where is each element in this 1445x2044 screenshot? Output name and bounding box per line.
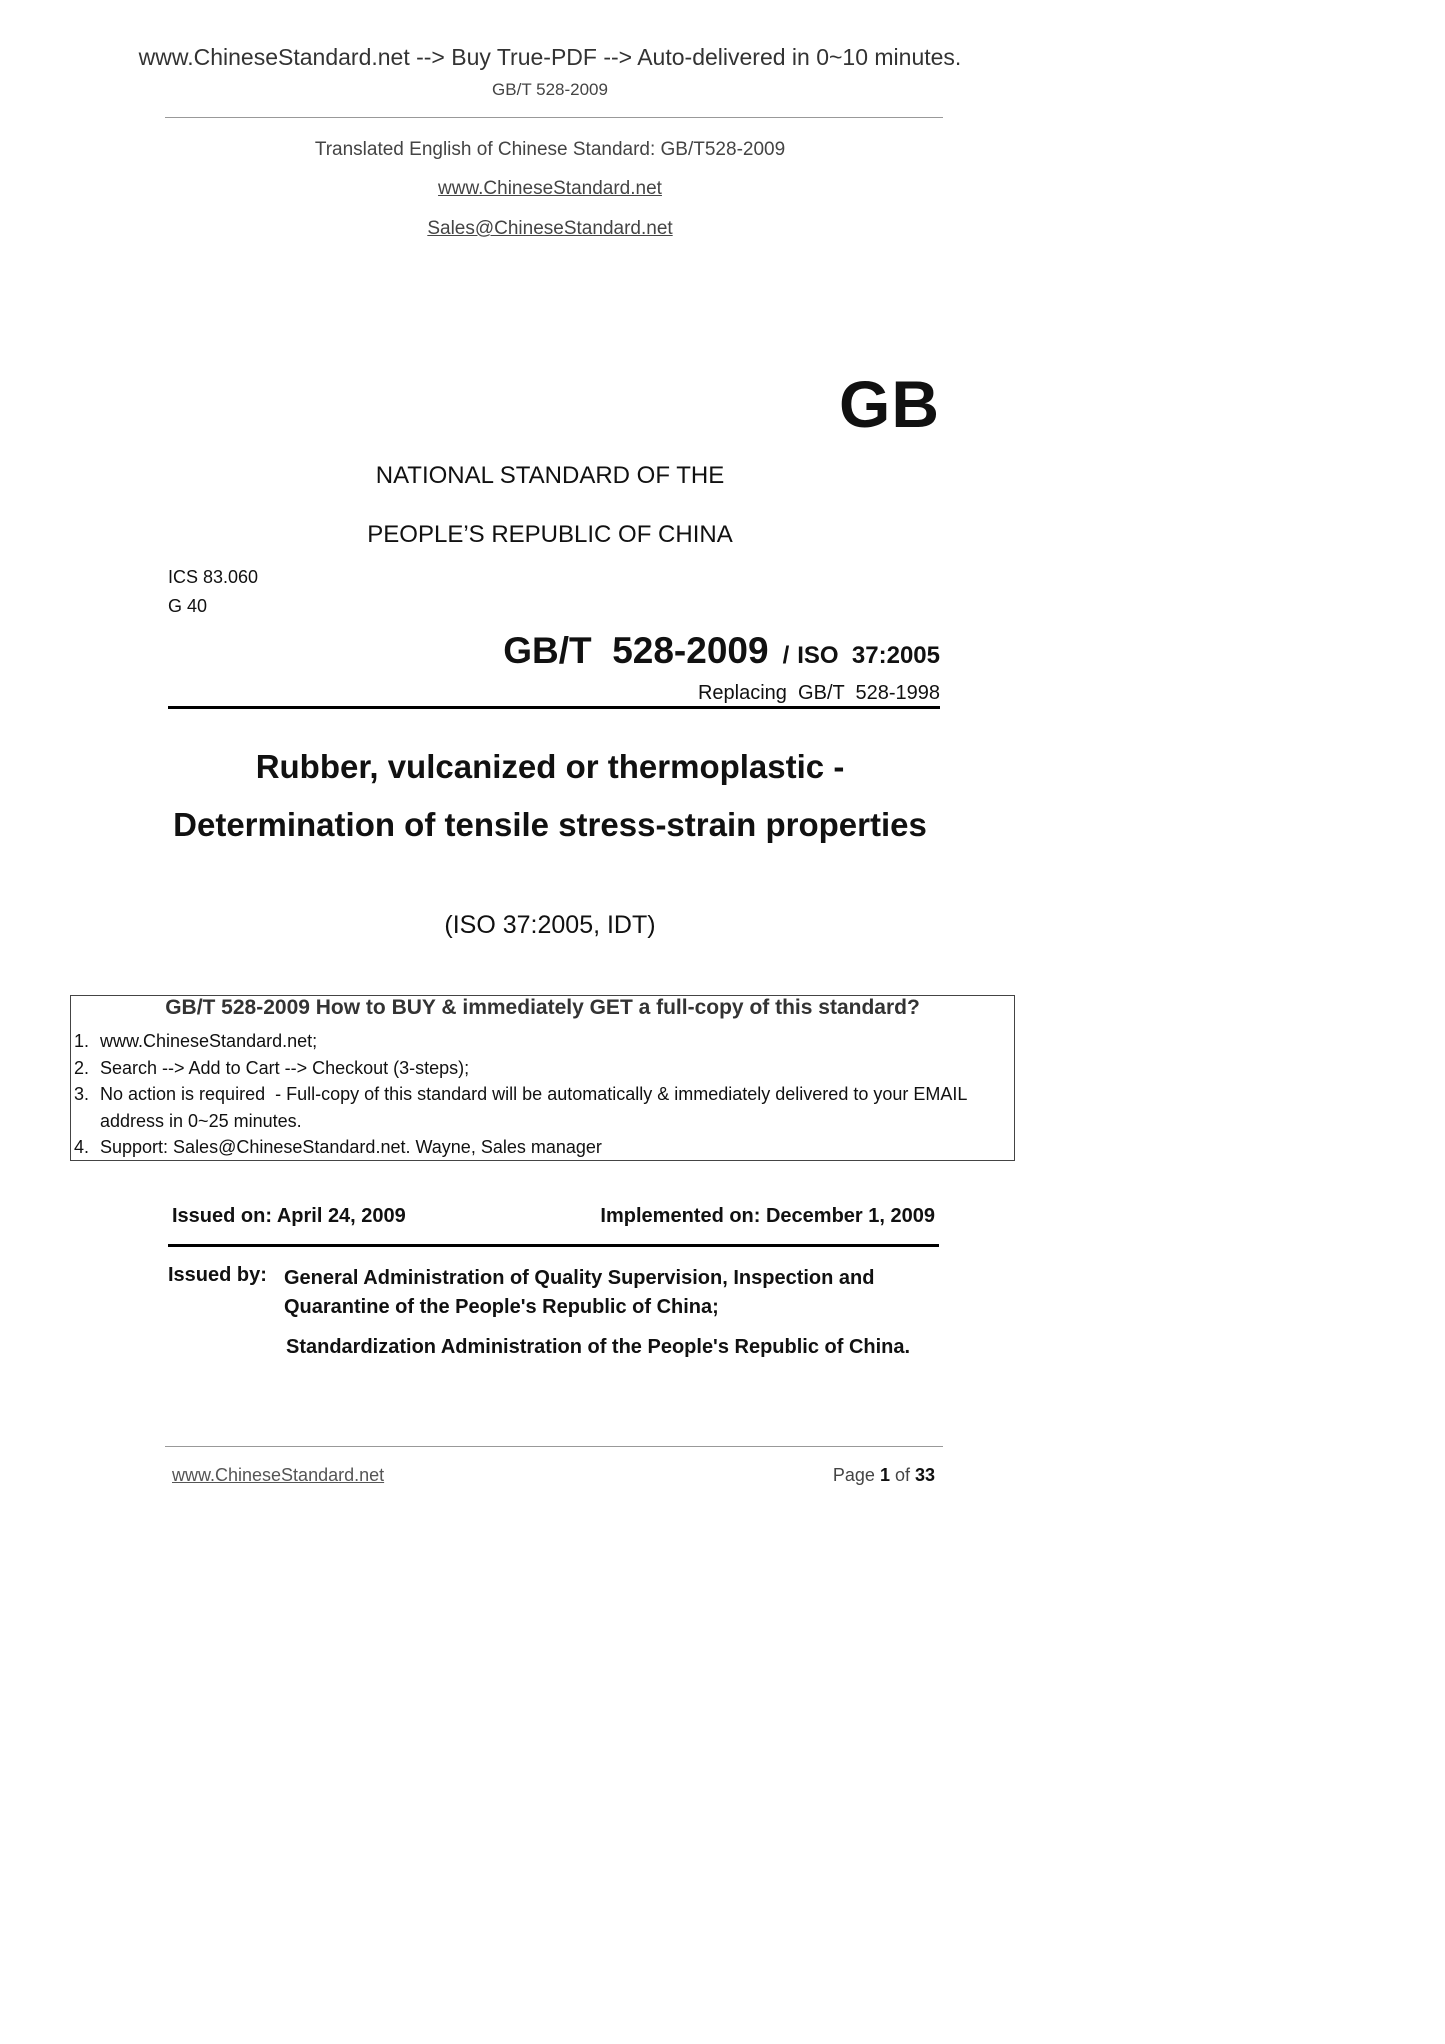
document-title-line2: Determination of tensile stress-strain properties <box>173 806 927 843</box>
buy-step-number: 1. <box>74 1031 90 1051</box>
dates-divider <box>168 1244 939 1247</box>
implemented-date: Implemented on: December 1, 2009 <box>600 1205 935 1227</box>
issuer-first: General Administration of Quality Supervision, Inspection and Quarantine of the People's Republic of China; <box>284 1267 875 1318</box>
standard-separator: / <box>782 642 790 669</box>
top-banner: www.ChineseStandard.net --> Buy True-PDF --> Auto-delivered in 0~10 minutes. <box>138 44 962 70</box>
ccs-code: G 40 <box>168 596 208 616</box>
gb-logo: GB <box>839 367 940 441</box>
footer-site-link[interactable]: www.ChineseStandard.net <box>172 1465 385 1485</box>
buy-box-heading: GB/T 528-2009 How to BUY & immediately GET a full-copy of this standard? <box>165 996 920 1019</box>
buy-step-text: Support: Sales@ChineseStandard.net. Wayne, Sales manager <box>100 1137 602 1157</box>
buy-steps-list <box>74 1028 1010 1161</box>
standard-number: GB/T 528-2009 <box>503 630 769 671</box>
buy-step-number: 3. <box>74 1084 90 1104</box>
buy-step <box>74 1028 1010 1055</box>
page-indicator <box>833 1465 935 1486</box>
issuer-second: Standardization Administration of the People's Republic of China. <box>286 1336 911 1358</box>
buy-step-text: www.ChineseStandard.net; <box>100 1031 318 1051</box>
standard-number-block <box>503 630 940 672</box>
document-title-line1: Rubber, vulcanized or thermoplastic - <box>255 748 845 785</box>
buy-step <box>74 1134 1010 1161</box>
issued-date: Issued on: April 24, 2009 <box>172 1205 406 1227</box>
iso-equivalence: (ISO 37:2005, IDT) <box>444 911 656 939</box>
buy-step-text: No action is required - Full-copy of this standard will be automatically & immediately delivered to your EMAIL address in 0~25 minutes. <box>100 1084 972 1131</box>
sales-email-link[interactable]: Sales@ChineseStandard.net <box>427 218 673 239</box>
national-standard-line1: NATIONAL STANDARD OF THE <box>375 462 725 489</box>
buy-step <box>74 1055 1010 1082</box>
buy-step <box>74 1081 1010 1134</box>
buy-step-number: 2. <box>74 1057 90 1078</box>
buy-step-text: Search --> Add to Cart --> Checkout (3-steps); <box>100 1057 470 1078</box>
site-link-row <box>0 178 1100 200</box>
page-of: of <box>889 1465 915 1485</box>
replacing-note: Replacing GB/T 528-1998 <box>697 682 940 704</box>
footer-divider <box>165 1446 943 1447</box>
site-link[interactable]: www.ChineseStandard.net <box>438 178 662 199</box>
header-divider <box>165 117 943 118</box>
page-current: 1 <box>879 1465 890 1485</box>
buy-step-number: 4. <box>74 1137 90 1157</box>
ics-code: ICS 83.060 <box>168 567 259 587</box>
page-total: 33 <box>914 1465 935 1485</box>
buy-info-box <box>70 995 1015 1161</box>
national-standard-line2: PEOPLE’S REPUBLIC OF CHINA <box>367 521 733 548</box>
standard-divider <box>168 706 940 709</box>
iso-equivalent: ISO 37:2005 <box>797 642 940 669</box>
issued-by-label: Issued by: <box>168 1264 267 1286</box>
page-prefix: Page <box>832 1465 880 1485</box>
header-standard-code: GB/T 528-2009 <box>492 80 608 99</box>
sales-link-row <box>0 218 1100 240</box>
translated-notice: Translated English of Chinese Standard: GB/T528-2009 <box>314 139 786 160</box>
